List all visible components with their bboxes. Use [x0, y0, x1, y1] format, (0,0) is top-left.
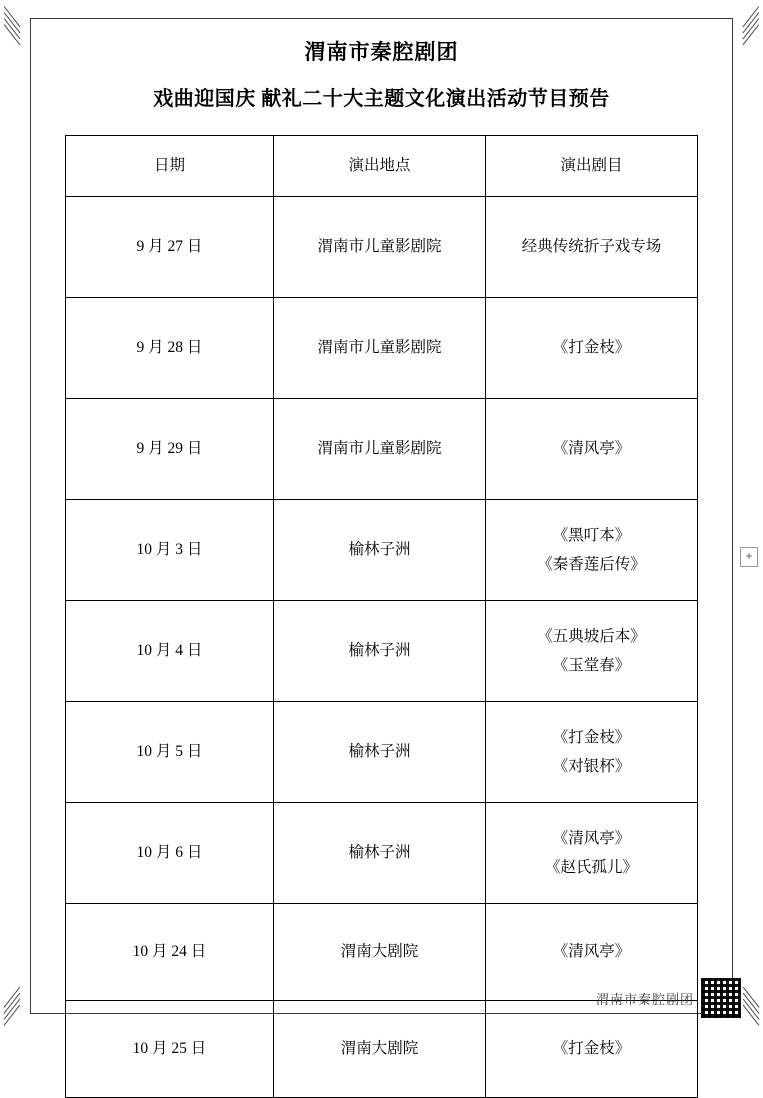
cell-date: 10 月 4 日 — [66, 601, 274, 702]
show-title: 《清风亭》 — [552, 440, 631, 458]
cell-show — [486, 500, 698, 601]
cell-venue: 渭南市儿童影剧院 — [274, 197, 486, 298]
cell-venue: 渭南市儿童影剧院 — [274, 298, 486, 399]
table-row — [66, 601, 698, 702]
table-row — [66, 702, 698, 803]
column-header-show: 演出剧目 — [486, 136, 698, 197]
column-header-date: 日期 — [66, 136, 274, 197]
show-title: 《打金枝》 — [552, 728, 631, 746]
cell-show — [486, 298, 698, 399]
cell-date: 9 月 28 日 — [66, 298, 274, 399]
cell-show — [486, 803, 698, 904]
cell-date: 10 月 5 日 — [66, 702, 274, 803]
cell-show — [486, 197, 698, 298]
cell-date: 10 月 3 日 — [66, 500, 274, 601]
cell-venue: 榆林子洲 — [274, 803, 486, 904]
table-row — [66, 197, 698, 298]
table-header-row — [66, 136, 698, 197]
cell-show — [486, 702, 698, 803]
show-title: 《玉堂春》 — [552, 657, 631, 674]
expand-column-button[interactable]: + — [740, 547, 758, 567]
cell-venue: 渭南大剧院 — [274, 1001, 486, 1098]
cell-show — [486, 601, 698, 702]
table-row — [66, 500, 698, 601]
table-row — [66, 298, 698, 399]
table-row — [66, 399, 698, 500]
page-title: 渭南市秦腔剧团 — [304, 40, 459, 64]
account-name: 渭南市秦腔剧团 — [595, 991, 694, 1007]
show-title: 《黑叮本》 — [552, 526, 631, 544]
schedule-table — [65, 135, 698, 1098]
cell-date: 10 月 6 日 — [66, 803, 274, 904]
cell-venue: 榆林子洲 — [274, 601, 486, 702]
qr-code-icon — [701, 978, 741, 1018]
cell-date: 10 月 24 日 — [66, 904, 274, 1001]
cell-date: 10 月 25 日 — [66, 1001, 274, 1098]
cell-venue: 渭南市儿童影剧院 — [274, 399, 486, 500]
show-title: 《赵氏孤儿》 — [544, 859, 638, 876]
show-title: 经典传统折子戏专场 — [521, 238, 662, 256]
cell-venue: 渭南大剧院 — [274, 904, 486, 1001]
column-header-venue: 演出地点 — [274, 136, 486, 197]
cell-show — [486, 399, 698, 500]
show-title: 《打金枝》 — [552, 339, 631, 357]
table-row — [66, 803, 698, 904]
account-badge — [596, 978, 741, 1018]
page-subtitle: 戏曲迎国庆 献礼二十大主题文化演出活动节目预告 — [153, 88, 610, 110]
show-title: 《对银杯》 — [552, 758, 631, 775]
cell-date: 9 月 29 日 — [66, 399, 274, 500]
show-title: 《打金枝》 — [552, 1040, 631, 1058]
cell-venue: 榆林子洲 — [274, 500, 486, 601]
show-title: 《清风亭》 — [552, 829, 631, 847]
cell-date: 9 月 27 日 — [66, 197, 274, 298]
cell-venue: 榆林子洲 — [274, 702, 486, 803]
show-title: 《秦香莲后传》 — [537, 556, 646, 573]
show-title: 《五典坡后本》 — [537, 627, 646, 645]
show-title: 《清风亭》 — [552, 943, 631, 961]
